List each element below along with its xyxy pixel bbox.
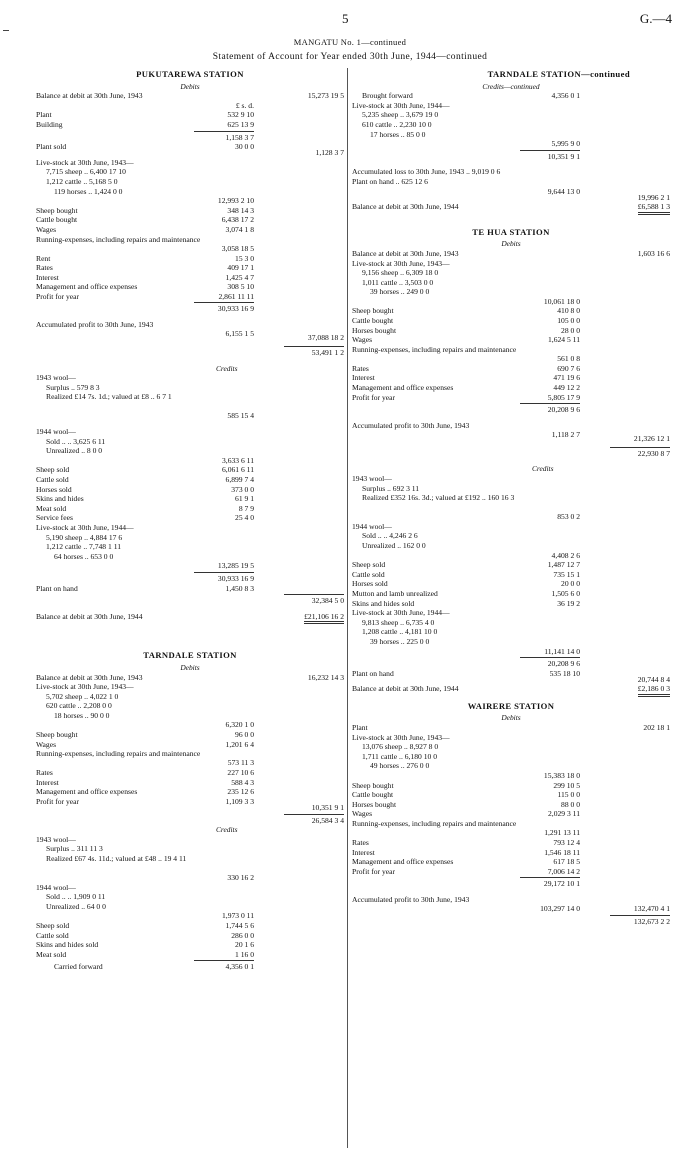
row-label: Rates (36, 768, 53, 778)
row-value: 11,141 14 0 (544, 646, 580, 656)
livestock-line: 620 cattle .. 2,208 0 0 (46, 701, 112, 711)
row-value: 1,505 6 0 (551, 588, 580, 598)
credits-heading: Credits—continued (482, 81, 540, 91)
row-label: 1944 wool— (352, 521, 392, 531)
row-label: Running-expenses, including repairs and maintenance (36, 749, 201, 759)
row-value: 227 10 6 (227, 768, 254, 778)
row-label: Profit for year (36, 797, 80, 807)
row-value: 409 17 1 (227, 263, 254, 273)
te-hua-station (352, 228, 670, 694)
row-value: 6,899 7 4 (225, 475, 254, 484)
section-title: TE HUA STATION (472, 226, 550, 237)
row-value: 1,291 13 11 (544, 828, 580, 837)
total: 29,172 10 1 (543, 879, 580, 889)
livestock-line: 1,011 cattle .. 3,503 0 0 (362, 277, 434, 287)
row-value: 115 0 0 (557, 790, 580, 800)
row-label: Balance at debit at 30th June, 1943 (36, 672, 143, 682)
row-label: Sheep sold (36, 920, 70, 930)
row-label: 1944 wool— (36, 427, 76, 437)
row-label: Running-expenses, including repairs and maintenance (352, 344, 517, 354)
livestock-line: 9,156 sheep .. 6,309 18 0 (362, 268, 439, 278)
row-value: 10,061 18 0 (543, 296, 580, 306)
row-label: Rates (352, 838, 369, 847)
livestock-line: 5,702 sheep .. 4,022 1 0 (46, 691, 119, 701)
row-label: Management and office expenses (352, 383, 454, 393)
row-label: Rates (36, 263, 53, 273)
row-label: Sold .. .. 4,246 2 6 (362, 531, 418, 541)
row-value: 532 9 10 (227, 110, 254, 120)
balance-label: Balance at debit at 30th June, 1944 (352, 202, 459, 212)
row-value: 10,351 9 1 (311, 803, 344, 813)
row-value: 690 7 6 (557, 363, 580, 373)
row-value: 1,603 16 6 (637, 248, 670, 258)
row-value: 1,487 12 7 (547, 560, 580, 570)
row-label: Unrealized .. 64 0 0 (46, 901, 106, 911)
livestock-line: 39 horses .. 249 0 0 (370, 287, 430, 297)
row-value: 471 19 6 (553, 373, 580, 383)
row-value: 20 1 6 (235, 940, 254, 950)
total: 22,930 8 7 (637, 448, 670, 458)
livestock-line: 5,235 sheep .. 3,679 19 0 (362, 110, 439, 120)
row-label: Management and office expenses (36, 282, 138, 292)
row-label: Sheep bought (36, 730, 78, 740)
row-value: 330 16 2 (227, 873, 254, 882)
row-label: Accumulated profit to 30th June, 1943 (36, 320, 154, 330)
row-value: 25 4 0 (235, 513, 254, 523)
balance-value: £21,106 16 2 (304, 612, 344, 625)
row-value: 61 9 1 (235, 494, 254, 504)
document-reference: G.—4 (639, 11, 672, 26)
row-value: 585 15 4 (227, 411, 254, 421)
livestock-heading: Live-stock at 30th June, 1943— (36, 682, 134, 692)
row-value: 32,384 5 0 (311, 596, 344, 606)
livestock-heading: Live-stock at 30th June, 1943— (352, 732, 450, 742)
row-label: Accumulated profit to 30th June, 1943 (352, 894, 470, 904)
row-value: 1,425 4 7 (225, 272, 254, 282)
row-label: Surplus .. 579 8 3 (46, 382, 100, 392)
right-column (352, 68, 670, 927)
balance-label: Balance at debit at 30th June, 1944 (352, 684, 459, 694)
row-label: Interest (352, 847, 375, 857)
row-value: 20,744 8 4 (637, 674, 670, 684)
row-value: 1,624 5 11 (548, 335, 580, 345)
row-value: 3,058 18 5 (221, 243, 254, 253)
row-value: 348 14 3 (227, 205, 254, 215)
row-label: Accumulated loss to 30th June, 1943 .. 9,019 0 6 (352, 167, 501, 177)
row-value: 588 4 3 (231, 777, 254, 787)
row-label: Cattle bought (36, 215, 78, 225)
row-label: Wages (352, 809, 373, 819)
row-label: Profit for year (352, 866, 396, 876)
row-value: 37,088 18 2 (307, 333, 344, 343)
row-label: Building (36, 119, 63, 129)
row-value: 625 13 9 (227, 119, 254, 129)
row-value: 16,232 14 3 (307, 672, 344, 682)
total: 132,673 2 2 (633, 916, 670, 926)
row-label: Sheep sold (352, 560, 386, 570)
row-label: Horses sold (352, 579, 388, 589)
debits-heading: Debits (180, 662, 200, 672)
row-value: 373 0 0 (231, 484, 254, 494)
row-value: 1,546 18 11 (544, 847, 580, 857)
row-label: Plant on hand (36, 583, 78, 593)
tarndale-station (36, 651, 344, 972)
credits-heading: Credits (216, 363, 238, 373)
livestock-line: 39 horses .. 225 0 0 (370, 636, 430, 646)
livestock-line: 49 horses .. 276 0 0 (370, 761, 430, 771)
row-label: Horses bought (352, 325, 397, 335)
row-label: Skins and hides sold (36, 940, 99, 950)
livestock-line: 18 horses .. 90 0 0 (54, 710, 110, 720)
row-value: 735 15 1 (553, 569, 580, 579)
debits-heading: Debits (501, 239, 521, 249)
row-value: 4,408 2 6 (551, 550, 580, 560)
row-label: 1944 wool— (36, 882, 76, 892)
row-label: Balance at debit at 30th June, 1943 (352, 248, 459, 258)
row-value: 88 0 0 (561, 799, 580, 809)
row-label: Skins and hides sold (352, 598, 415, 608)
row-label: Surplus .. 311 11 3 (46, 844, 103, 854)
row-label: Plant (36, 110, 52, 120)
row-label: Meat sold (36, 503, 67, 513)
section-title: PUKUTAREWA STATION (136, 69, 244, 79)
row-label: Mutton and lamb unrealized (352, 588, 438, 598)
row-value: 6,438 17 2 (221, 215, 254, 225)
row-label: Wages (352, 335, 373, 345)
livestock-line: 5,190 sheep .. 4,884 17 6 (46, 532, 123, 542)
row-label: Unrealized .. 162 0 0 (362, 540, 426, 550)
total: 20,208 9 6 (547, 405, 580, 415)
row-label: 1943 wool— (352, 474, 392, 483)
row-value: 1,450 8 3 (225, 583, 254, 593)
row-label: Surplus .. 692 3 11 (362, 483, 420, 493)
row-value: 15,273 19 5 (307, 91, 344, 101)
row-value: 1 16 0 (235, 949, 254, 959)
row-value: 3,633 6 11 (222, 455, 254, 465)
livestock-line: 1,208 cattle .. 4,181 10 0 (362, 627, 438, 637)
row-value: 1,201 6 4 (225, 739, 254, 749)
balance-label: Balance at debit at 30th June, 1944 (36, 611, 143, 621)
livestock-line: 1,212 cattle .. 5,168 5 0 (46, 176, 118, 186)
total: 10,351 9 1 (547, 151, 580, 161)
row-value: 36 19 2 (557, 598, 580, 608)
row-label: Cattle sold (36, 930, 69, 940)
livestock-heading: Live-stock at 30th June, 1943— (36, 157, 134, 167)
row-value: 5,995 9 0 (551, 139, 580, 149)
row-label: Plant sold (36, 142, 67, 152)
livestock-heading: Live-stock at 30th June, 1944— (352, 608, 450, 618)
document-title: MANGATU No. 1—continued (293, 37, 407, 47)
row-value: 15,383 18 0 (543, 771, 580, 781)
row-value: 299 10 5 (553, 780, 580, 790)
livestock-line: 610 cattle .. 2,230 10 0 (362, 119, 432, 129)
credits-heading: Credits (216, 825, 238, 835)
page-number: 5 (342, 11, 349, 26)
row-value: 535 18 10 (549, 668, 580, 678)
livestock-line: 7,715 sheep .. 6,400 17 10 (46, 167, 126, 177)
brought-forward-label: Brought forward (362, 91, 413, 101)
left-column (36, 68, 344, 972)
row-label: Cattle bought (352, 316, 394, 326)
row-label: Horses bought (352, 799, 397, 809)
balance-value: £2,186 0 3 (638, 684, 670, 697)
row-value: 3,074 1 8 (225, 224, 254, 234)
row-label: Sold .. .. 3,625 6 11 (46, 436, 106, 446)
livestock-line: 119 horses .. 1,424 0 0 (54, 186, 123, 196)
row-label: Meat sold (36, 949, 67, 959)
subtotal: 1,158 3 7 (225, 132, 254, 142)
row-value: 853 0 2 (557, 512, 580, 522)
row-label: Running-expenses, including repairs and maintenance (352, 819, 517, 828)
row-value: 1,973 0 11 (222, 911, 254, 921)
row-label: 1943 wool— (36, 373, 76, 383)
row-value: 21,326 12 1 (633, 433, 670, 443)
row-label: Rent (36, 253, 51, 263)
row-value: 235 12 6 (227, 787, 254, 797)
row-label: Interest (36, 777, 59, 787)
row-value: 410 8 0 (557, 306, 580, 316)
section-title: TARNDALE STATION (143, 650, 237, 661)
row-label: Skins and hides (36, 494, 84, 504)
row-value: 15 3 0 (235, 253, 254, 263)
row-label: Plant on hand .. 625 12 6 (352, 176, 428, 186)
row-label: Running-expenses, including repairs and maintenance (36, 234, 201, 244)
row-label: Interest (36, 272, 59, 282)
page-header (0, 11, 700, 34)
section-title: TARNDALE STATION—continued (487, 69, 630, 79)
row-label: Plant on hand (352, 668, 394, 678)
livestock-line: 64 horses .. 653 0 0 (54, 551, 114, 561)
row-label: Profit for year (352, 392, 396, 402)
row-value: 12,993 2 10 (217, 196, 254, 206)
balance-value: £6,588 1 3 (638, 202, 670, 215)
pukutarewa-station (36, 70, 344, 621)
row-label: 1943 wool— (36, 834, 76, 844)
row-value: 9,644 13 0 (547, 186, 580, 196)
row-label: Service fees (36, 513, 73, 523)
row-value: 105 0 0 (557, 316, 580, 326)
row-label: Sheep bought (352, 306, 394, 316)
row-value: 561 0 8 (557, 353, 580, 363)
row-value: 6,061 6 11 (222, 465, 254, 475)
row-label: Cattle sold (36, 475, 69, 484)
tarndale-station-continued (352, 70, 670, 212)
row-label: Sold .. .. 1,909 0 11 (46, 892, 106, 902)
livestock-heading: Live-stock at 30th June, 1944— (36, 522, 134, 532)
livestock-heading: Live-stock at 30th June, 1943— (352, 258, 450, 268)
row-value: 132,470 4 1 (633, 903, 670, 913)
row-label: Interest (352, 373, 375, 383)
row-value: 19,996 2 1 (637, 192, 670, 202)
row-value: 6,320 1 0 (225, 720, 254, 730)
livestock-line: 9,813 sheep .. 6,735 4 0 (362, 617, 435, 627)
debits-heading: Debits (501, 713, 521, 723)
row-label: Unrealized .. 8 0 0 (46, 446, 103, 456)
carried-forward-value: 4,356 0 1 (225, 962, 254, 972)
row-value: 30 0 0 (235, 142, 254, 152)
row-label: Sheep bought (352, 780, 394, 790)
row-value: 13,285 19 5 (217, 561, 254, 571)
row-label: Realized £14 7s. 1d.; valued at £8 .. 6 7 1 (46, 392, 172, 402)
row-label: Wages (36, 224, 57, 234)
row-value: 20 0 0 (561, 579, 580, 589)
row-value: 28 0 0 (561, 325, 580, 335)
row-label: Accumulated profit to 30th June, 1943 (352, 420, 470, 430)
column-heading: £ s. d. (235, 100, 254, 110)
row-value: 8 7 9 (238, 503, 254, 513)
row-label: Balance at debit at 30th June, 1943 (36, 91, 143, 101)
row-value: 5,805 17 9 (547, 392, 580, 402)
row-label: Management and office expenses (352, 857, 454, 867)
row-value: 6,155 1 5 (225, 329, 254, 339)
row-label: Management and office expenses (36, 787, 138, 797)
total: 20,208 9 6 (547, 659, 580, 669)
livestock-line: 13,076 sheep .. 8,927 8 0 (362, 742, 439, 752)
row-label: Sheep sold (36, 465, 70, 475)
credits-heading: Credits (532, 464, 554, 474)
section-title: WAIRERE STATION (467, 700, 555, 711)
row-value: 1,744 5 6 (225, 920, 254, 930)
row-value: 308 5 10 (227, 282, 254, 292)
row-value: 103,297 14 0 (540, 903, 580, 913)
row-label: Cattle sold (352, 569, 385, 579)
total: 30,933 16 9 (217, 573, 254, 583)
total: 26,584 3 4 (311, 815, 344, 825)
livestock-line: 1,711 cattle .. 6,180 10 0 (362, 751, 438, 761)
row-value: 202 18 1 (643, 723, 670, 733)
row-value: 2,861 11 11 (218, 291, 254, 301)
row-label: Realized £67 4s. 11d.; valued at £48 .. 19 4 11 (46, 854, 187, 863)
row-label: Realized £352 16s. 3d.; valued at £192 .. 160 16 3 (362, 493, 515, 503)
row-value: 2,029 3 11 (548, 809, 580, 819)
row-value: 617 18 5 (553, 857, 580, 867)
row-value: 573 11 3 (227, 758, 254, 768)
row-label: Horses sold (36, 484, 72, 494)
wairere-station (352, 702, 670, 927)
row-label: Wages (36, 739, 57, 749)
row-label: Cattle bought (352, 790, 394, 800)
row-value: 449 12 2 (553, 383, 580, 393)
row-label: Profit for year (36, 291, 80, 301)
total: 30,933 16 9 (217, 304, 254, 314)
row-label: Plant (352, 723, 368, 733)
statement-title: Statement of Account for Year ended 30th June, 1944—continued (212, 52, 488, 62)
livestock-heading: Live-stock at 30th June, 1944— (352, 100, 450, 110)
row-label: Sheep bought (36, 205, 78, 215)
row-label: Rates (352, 363, 369, 373)
row-value: 96 0 0 (235, 730, 254, 740)
row-value: 1,128 3 7 (315, 148, 344, 158)
total: 53,491 1 2 (311, 348, 344, 358)
livestock-line: 1,212 cattle .. 7,748 1 11 (46, 542, 122, 552)
row-value: 1,118 2 7 (551, 429, 580, 439)
carried-forward-label: Carried forward (54, 962, 103, 972)
livestock-line: 17 horses .. 85 0 0 (370, 129, 426, 139)
row-value: 286 0 0 (231, 930, 254, 940)
debits-heading: Debits (180, 81, 200, 91)
row-value: 1,109 3 3 (225, 797, 254, 807)
column-divider (347, 68, 348, 1148)
row-value: 793 12 4 (553, 838, 580, 847)
row-value: 7,006 14 2 (547, 866, 580, 876)
brought-forward-value: 4,356 0 1 (551, 91, 580, 101)
